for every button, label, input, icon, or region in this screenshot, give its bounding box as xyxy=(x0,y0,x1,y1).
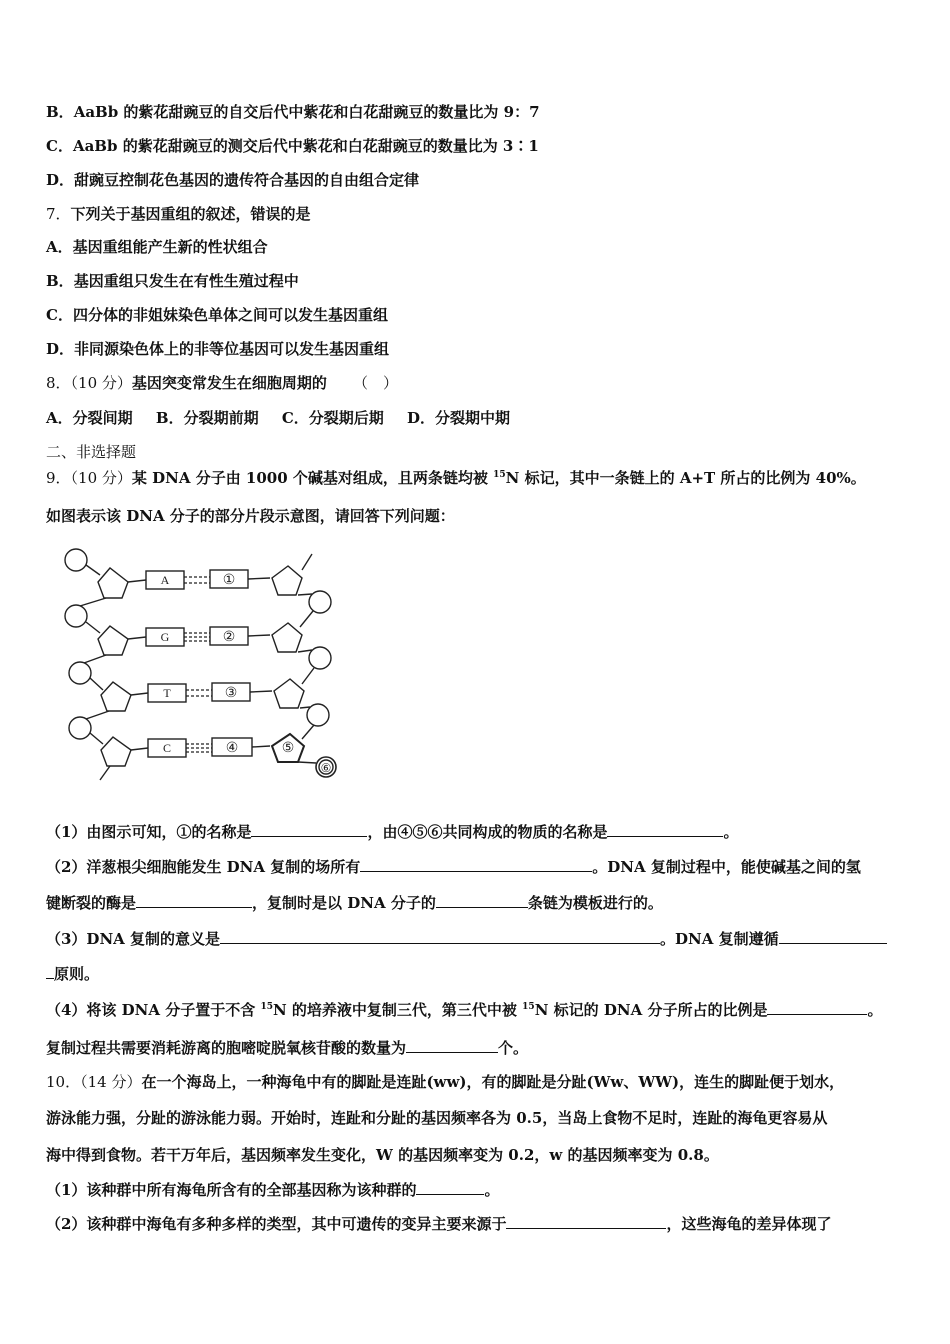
answer-blank[interactable] xyxy=(406,1038,498,1053)
base-a: A xyxy=(160,573,170,587)
q8-option-c: C．分裂期后期 xyxy=(281,409,384,427)
left-phosphates xyxy=(65,549,91,739)
base-g: G xyxy=(160,630,170,644)
answer-blank[interactable] xyxy=(46,964,54,979)
dna-fragment-diagram xyxy=(58,540,348,785)
q7-stem: 7．下列关于基因重组的叙述，错误的是 xyxy=(46,205,311,223)
q6-option-d: D．甜豌豆控制花色基因的遗传符合基因的自由组合定律 xyxy=(46,171,420,189)
label-4: ④ xyxy=(225,741,239,756)
answer-blank[interactable] xyxy=(416,1180,484,1195)
q9-sub1: （1）由图示可知，①的名称是 ，由④⑤⑥共同构成的物质的名称是 。 xyxy=(46,823,739,841)
q8-option-b: B．分裂期前期 xyxy=(155,409,259,427)
q7-option-c: C．四分体的非姐妹染色单体之间可以发生基因重组 xyxy=(46,306,388,324)
base-t: T xyxy=(163,686,171,700)
answer-blank[interactable] xyxy=(506,1214,666,1229)
q9-sub4-line1: （4）将该 DNA 分子置于不含 $^{15}$N 的培养液中复制三代，第三代中被 $^{15}$N 标记的 DNA 分子所占的比例是 。 xyxy=(46,1001,883,1019)
q9-sub4-line2: 复制过程共需要消耗游离的胞嘧啶脱氧核苷酸的数量为 个。 xyxy=(46,1039,529,1057)
q9-stem: 9．（10 分）某 DNA 分子由 1000 个碱基对组成，且两条链均被 $^{15}$N 标记，其中一条链上的 A+T 所占的比例为 40%。 xyxy=(46,469,866,487)
q6-option-c: C．AaBb 的紫花甜豌豆的测交后代中紫花和白花甜豌豆的数量比为 3∶1 xyxy=(46,137,539,155)
left-bases xyxy=(128,571,186,757)
q10-sub2: （2）该种群中海龟有多种多样的类型，其中可遗传的变异主要来源于 ，这些海龟的差异体现了 xyxy=(46,1215,832,1233)
answer-blank[interactable] xyxy=(436,893,528,908)
hydrogen-bonds xyxy=(184,577,212,752)
q6-option-b: B．AaBb 的紫花甜豌豆的自交后代中紫花和白花甜豌豆的数量比为 9：7 xyxy=(46,103,540,121)
answer-blank[interactable] xyxy=(136,893,252,908)
q9-sub2-line1: （2）洋葱根尖细胞能发生 DNA 复制的场所有 。DNA 复制过程中，能使碱基之间的氢 xyxy=(46,858,861,876)
q9-sub3-line2: 原则。 xyxy=(46,964,99,984)
q8-option-d: D．分裂期中期 xyxy=(407,409,511,427)
answer-blank[interactable] xyxy=(360,857,592,872)
q8-option-a: A．分裂间期 xyxy=(46,409,133,427)
q8-stem: 8．（10 分）基因突变常发生在细胞周期的 （ ） xyxy=(46,374,399,392)
answer-blank[interactable] xyxy=(607,822,723,837)
q7-option-d: D．非同源染色体上的非等位基因可以发生基因重组 xyxy=(46,340,390,358)
label-1: ① xyxy=(222,573,236,588)
right-bases xyxy=(210,570,272,756)
q10-stem-line1: 10．（14 分）在一个海岛上，一种海龟中有的脚趾是连趾(ww)，有的脚趾是分趾(Ww、WW)，连生的脚趾便于划水， xyxy=(46,1073,845,1091)
answer-blank[interactable] xyxy=(220,929,660,944)
label-6: ⑥ xyxy=(320,761,332,775)
q7-option-a: A．基因重组能产生新的性状组合 xyxy=(46,238,268,256)
section-title: 二、非选择题 xyxy=(46,443,137,461)
left-sugars xyxy=(98,568,131,766)
answer-blank[interactable] xyxy=(779,929,887,944)
q9-stem-2: 如图表示该 DNA 分子的部分片段示意图，请回答下列问题： xyxy=(46,507,455,525)
right-phosphates xyxy=(307,591,336,777)
answer-blank[interactable] xyxy=(767,1000,867,1015)
label-2: ② xyxy=(222,630,236,645)
label-5: ⑤ xyxy=(281,741,295,756)
base-c: C xyxy=(162,741,172,755)
label-3: ③ xyxy=(224,686,238,701)
q9-sub2-line2: 键断裂的酶是 ，复制时是以 DNA 分子的 条链为模板进行的。 xyxy=(46,894,663,912)
q9-sub3-line1: （3）DNA 复制的意义是 。DNA 复制遵循 xyxy=(46,929,887,949)
q10-stem-line3: 海中得到食物。若干万年后，基因频率发生变化，W 的基因频率变为 0.2，w 的基因频率变为 0.8。 xyxy=(46,1146,719,1164)
answer-blank[interactable] xyxy=(251,822,367,837)
q8-options xyxy=(46,408,510,428)
q10-sub1: （1）该种群中所有海龟所含有的全部基因称为该种群的 。 xyxy=(46,1181,500,1199)
q10-stem-line2: 游泳能力强，分趾的游泳能力弱。开始时，连趾和分趾的基因频率各为 0.5，当岛上食物不足时，连趾的海龟更容易从 xyxy=(46,1109,828,1127)
q7-option-b: B．基因重组只发生在有性生殖过程中 xyxy=(46,272,299,290)
